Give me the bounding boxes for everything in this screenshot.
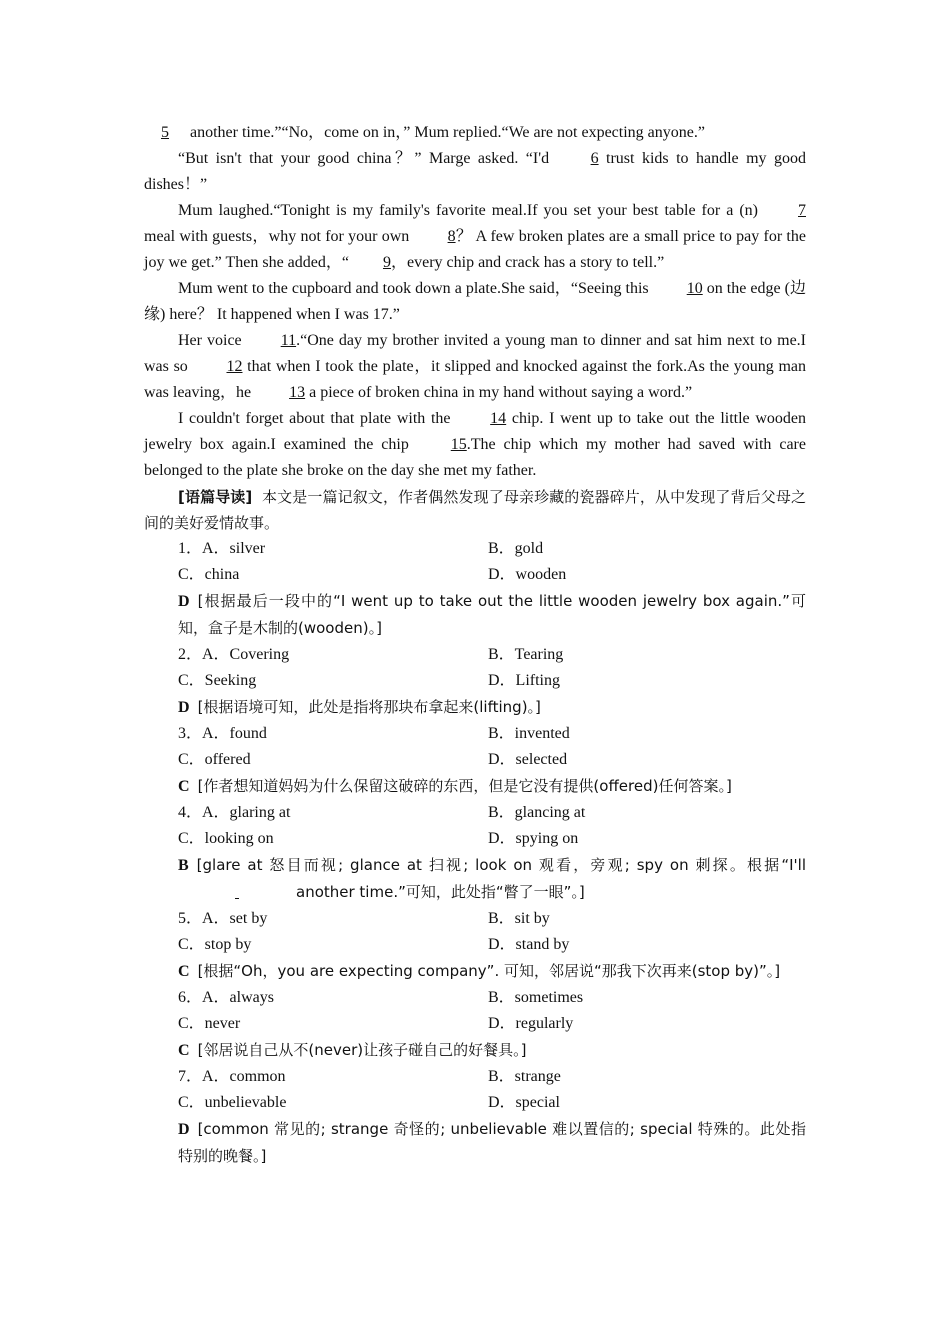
reading-guide: [144, 484, 806, 536]
answer-letter: D: [178, 1121, 190, 1138]
passage-paragraph: I couldn't forget about that plate with the 14 chip. I went up to take out the little wooden jewelry box again.I examined the chip 15.The chip which my mother had saved with care belonged to the plate she broke on the day she met my father.: [144, 406, 806, 484]
question-options: [144, 1011, 806, 1037]
answer-letter: D: [178, 699, 190, 716]
blank-11: 11: [280, 332, 297, 349]
option-c: C．offered: [178, 751, 251, 768]
blank-7: 7: [798, 202, 806, 219]
option-c: C．Seeking: [178, 672, 257, 689]
question-options: [144, 1090, 806, 1116]
passage-paragraph: Mum laughed.“Tonight is my family's favorite meal.If you set your best table for a (n) 7 meal with guests，why not for your own 8？ A few broken plates are a small price to pay for the joy we get.” Then she added，“ 9，every chip and crack has a story to tell.”: [144, 198, 806, 276]
question-options: [144, 985, 806, 1011]
passage-paragraph: Her voice 11.“One day my brother invited a young man to dinner and sat him next to me.I was so 12 that when I took the plate，it slipped and knocked against the fork.As the young man was leaving，he 13 a piece of broken china in my hand without saying a word.”: [144, 328, 806, 406]
answer-explanation: C [邻居说自己从不(never)让孩子碰自己的好餐具。]: [178, 1041, 527, 1059]
option-d: D．spying on: [488, 830, 579, 847]
blank-14: 14: [490, 410, 507, 427]
blank-5: 5: [161, 124, 169, 141]
blank-line: [178, 880, 296, 906]
option-d: D．wooden: [488, 566, 567, 583]
document-page: [144, 120, 806, 1170]
answer-letter: C: [178, 1042, 190, 1059]
question-options: [144, 642, 806, 668]
blank-6: 6: [590, 150, 599, 167]
option-a: 7．A．common: [178, 1068, 286, 1085]
option-a: 2．A．Covering: [178, 646, 290, 663]
answer-explanation: C [根据“Oh，you are expecting company”. 可知，邻居说“那我下次再来(stop by)”。]: [178, 962, 781, 980]
blank-13: 13: [289, 384, 306, 401]
answer-letter: C: [178, 963, 190, 980]
answer-letter: C: [178, 778, 190, 795]
option-c: C．china: [178, 566, 240, 583]
question-options: [144, 747, 806, 773]
guide-text: 本文是一篇记叙文，作者偶然发现了母亲珍藏的瓷器碎片，从中发现了背后父母之间的美好爱情故事。: [144, 488, 806, 532]
blank-15: 15: [450, 436, 467, 453]
blank-10: 10: [686, 280, 703, 297]
option-b: B．sometimes: [488, 989, 584, 1006]
blank-12: 12: [226, 358, 243, 375]
blank-8: 8: [447, 228, 456, 245]
option-b: B．strange: [488, 1068, 561, 1085]
question-options: [144, 932, 806, 958]
passage-paragraph: “But isn't that your good china？” Marge asked. “I'd 6 trust kids to handle my good dishes！”: [144, 146, 806, 198]
option-c: C．unbelievable: [178, 1094, 287, 1111]
question-options: [144, 668, 806, 694]
option-b: B．Tearing: [488, 646, 564, 663]
question-options: [144, 536, 806, 562]
question-options: [144, 721, 806, 747]
option-b: B．gold: [488, 540, 544, 557]
option-a: 5．A．set by: [178, 910, 268, 927]
question-options: [144, 800, 806, 826]
option-b: B．invented: [488, 725, 570, 742]
option-c: C．stop by: [178, 936, 252, 953]
answer-explanation: D [common 常见的; strange 奇怪的; unbelievable 难以置信的; special 特殊的。此处指特别的晚餐。]: [178, 1120, 806, 1165]
option-b: B．sit by: [488, 910, 550, 927]
answer-explanation: C [作者想知道妈妈为什么保留这破碎的东西，但是它没有提供(offered)任何答案。]: [178, 777, 732, 795]
option-a: 1．A．silver: [178, 540, 266, 557]
option-b: B．glancing at: [488, 804, 586, 821]
guide-label: [语篇导读]: [178, 488, 253, 506]
question-options: [144, 1064, 806, 1090]
option-a: 3．A．found: [178, 725, 267, 742]
answer-explanation: B [glare at 怒目而视; glance at 扫视; look on 观看，旁观; spy on 刺探。根据“I'll another time.”可知，此处指“瞥了一眼”。]: [144, 852, 806, 906]
option-a: 6．A．always: [178, 989, 274, 1006]
option-d: D．regularly: [488, 1015, 574, 1032]
question-options: [144, 562, 806, 588]
question-options: [144, 826, 806, 852]
option-d: D．selected: [488, 751, 568, 768]
question-options: [144, 906, 806, 932]
answer-explanation: D [根据语境可知，此处是指将那块布拿起来(lifting)。]: [178, 698, 541, 716]
option-c: C．looking on: [178, 830, 274, 847]
answer-letter: D: [178, 593, 190, 610]
option-a: 4．A．glaring at: [178, 804, 291, 821]
blank-9: 9: [382, 254, 391, 271]
answer-letter: B: [178, 857, 189, 874]
option-d: D．Lifting: [488, 672, 560, 689]
option-d: D．special: [488, 1094, 560, 1111]
answer-explanation: D [根据最后一段中的“I went up to take out the little wooden jewelry box again.”可知，盒子是木制的(wooden)。]: [178, 592, 806, 637]
passage-paragraph: 5 another time.”“No，come on in，” Mum replied.“We are not expecting anyone.”: [144, 120, 806, 146]
option-d: D．stand by: [488, 936, 570, 953]
option-c: C．never: [178, 1015, 241, 1032]
passage-paragraph: Mum went to the cupboard and took down a plate.She said，“Seeing this 10 on the edge (边缘) here？ It happened when I was 17.”: [144, 276, 806, 328]
